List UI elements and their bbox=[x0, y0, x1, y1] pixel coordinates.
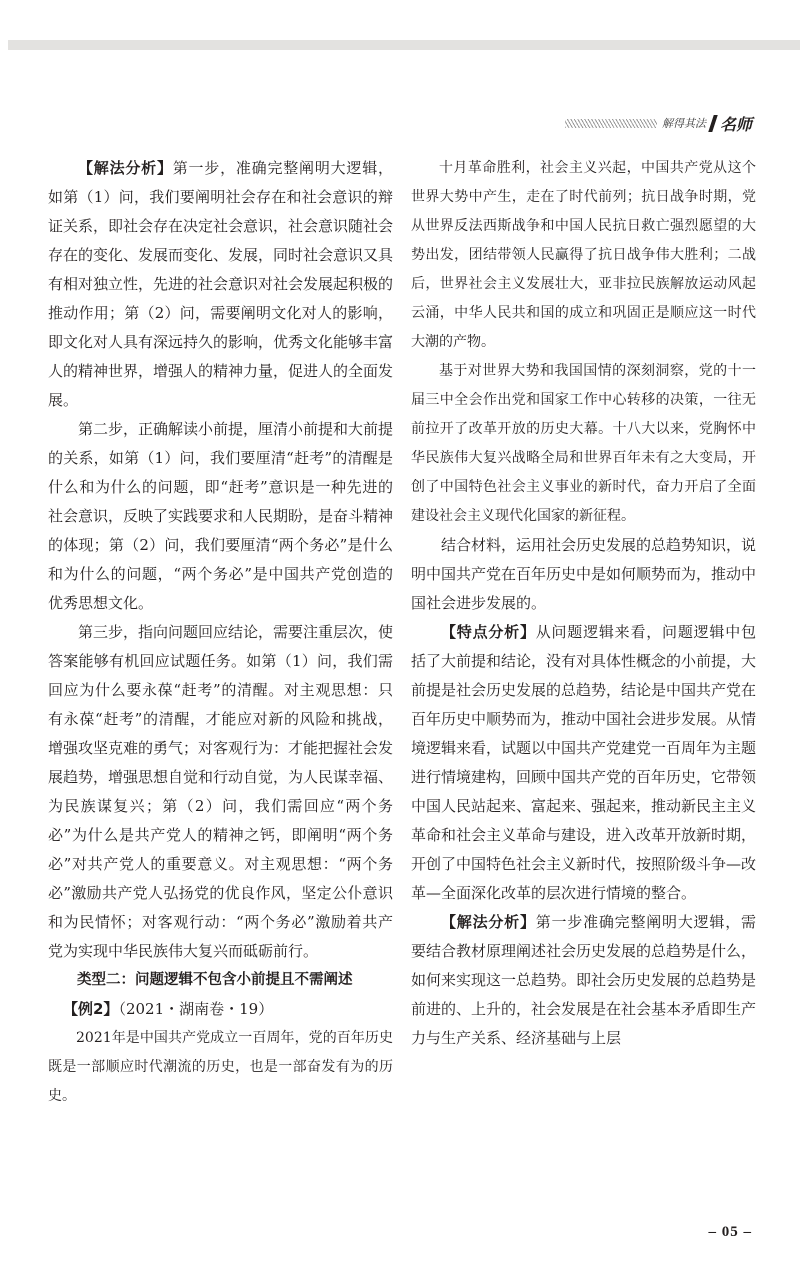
section-header bbox=[565, 111, 752, 135]
example-tag: 【例2】 bbox=[63, 1000, 119, 1018]
solution-analysis-paragraph bbox=[48, 154, 393, 415]
material-paragraph-1: 2021年是中国共产党成立一百周年，党的百年历史既是一部顺应时代潮流的历史，也是一部奋发有为的历史。 bbox=[48, 1030, 393, 1104]
material-paragraph-2: 十月革命胜利，社会主义兴起，中国共产党从这个世界大势中产生，走在了时代前列；抗日战争时期，党从世界反法西斯战争和中国人民抗日救亡强烈愿望的大势出发，团结带领人民赢得了抗日战争伟大胜利；二战后，世界社会主义发展壮大，亚非拉民族解放运动风起云涌，中华人民共和国的成立和巩固正是顺应这一时代大潮的产物。 bbox=[411, 160, 756, 350]
material-paragraph-3: 基于对世界大势和我国国情的深刻洞察，党的十一届三中全会作出党和国家工作中心转移的决策，一往无前拉开了改革开放的历史大幕。十八大以来，党胸怀中华民族伟大复兴战略全局和世界百年未有之大变局，开创了中国特色社会主义事业的新时代，奋力开启了全面建设社会主义现代化国家的新征程。 bbox=[411, 363, 756, 524]
example-line bbox=[48, 995, 393, 1024]
solution-analysis-paragraph-2 bbox=[411, 908, 756, 1053]
feature-analysis-paragraph bbox=[411, 618, 756, 908]
question-paragraph: 结合材料，运用社会历史发展的总趋势知识，说明中国共产党在百年历史中是如何顺势而为，推动中国社会进步发展的。 bbox=[411, 536, 757, 612]
section-subtitle: 解得其法 bbox=[661, 117, 706, 130]
left-column bbox=[48, 154, 393, 1111]
top-gray-band bbox=[8, 40, 800, 50]
solution-analysis-tag: 【解法分析】 bbox=[78, 159, 173, 177]
step-two-paragraph: 第二步，正确解读小前提，厘清小前提和大前提的关系，如第（1）问，我们要厘清“赶考”的清醒是什么和为什么的问题，即“赶考”意识是一种先进的社会意识，反映了实践要求和人民期盼，是奋斗精神的体现；第（2）问，我们要厘清“两个务必”是什么和为什么的问题，“两个务必”是中国共产党创造的优秀思想文化。 bbox=[48, 420, 394, 612]
feature-analysis-text: 从问题逻辑来看，问题逻辑中包括了大前提和结论，没有对具体性概念的小前提，大前提是社会历史发展的总趋势，结论是中国共产党在百年历史中顺势而为，推动中国社会进步发展。从情境逻辑来看，试题以中国共产党建党一百周年为主题进行情境建构，回顾中国共产党的百年历史，它带领中国人民站起来、富起来、强起来，推动新民主主义革命和社会主义革命与建设，进入改革开放新时期，开创了中国特色社会主义新时代，按照阶级斗争—改革—全面深化改革的层次进行情境的整合。 bbox=[411, 623, 757, 902]
example-source: （2021・湖南卷・19） bbox=[118, 1000, 274, 1018]
section-title: 名师 bbox=[719, 114, 752, 134]
slash-decoration bbox=[708, 115, 718, 132]
hatch-decoration bbox=[565, 119, 657, 128]
solution-analysis-text: 第一步，准确完整阐明大逻辑，如第（1）问，我们要阐明社会存在和社会意识的辩证关系，即社会存在决定社会意识，社会意识随社会存在的变化、发展而变化、发展，同时社会意识又具有相对独立性，先进的社会意识对社会发展起积极的推动作用；第（2）问，需要阐明文化对人的影响，即文化对人具有深远持久的影响，优秀文化能够丰富人的精神世界，增强人的精神力量，促进人的全面发展。 bbox=[48, 159, 394, 409]
page-number: – 05 – bbox=[708, 1224, 752, 1240]
solution-analysis-tag-2: 【解法分析】 bbox=[441, 913, 536, 931]
type-two-heading: 类型二：问题逻辑不包含小前提且不需阐述 bbox=[77, 972, 353, 988]
solution-analysis-text-2: 第一步准确完整阐明大逻辑，需要结合教材原理阐述社会历史发展的总趋势是什么，如何来实现这一总趋势。即社会历史发展的总趋势是前进的、上升的，社会发展是在社会基本矛盾即生产力与生产关系、经济基础与上层 bbox=[411, 913, 757, 1047]
right-column bbox=[411, 154, 756, 1053]
step-three-paragraph: 第三步，指向问题回应结论，需要注重层次，使答案能够有机回应试题任务。如第（1）问，我们需回应为什么要永葆“赶考”的清醒。对主观思想：只有永葆“赶考”的清醒，才能应对新的风险和挑战，增强攻坚克难的勇气；对客观行为：才能把握社会发展趋势，增强思想自觉和行动自觉，为人民谋幸福、为民族谋复兴；第（2）问，我们需回应“两个务必”为什么是共产党人的精神之钙，即阐明“两个务必”对共产党人的重要意义。对主观思想：“两个务必”激励共产党人弘扬党的优良作风，坚定公仆意识和为民情怀；对客观行动：“两个务必”激励着共产党为实现中华民族伟大复兴而砥砺前行。 bbox=[48, 623, 394, 960]
feature-analysis-tag: 【特点分析】 bbox=[441, 623, 536, 641]
